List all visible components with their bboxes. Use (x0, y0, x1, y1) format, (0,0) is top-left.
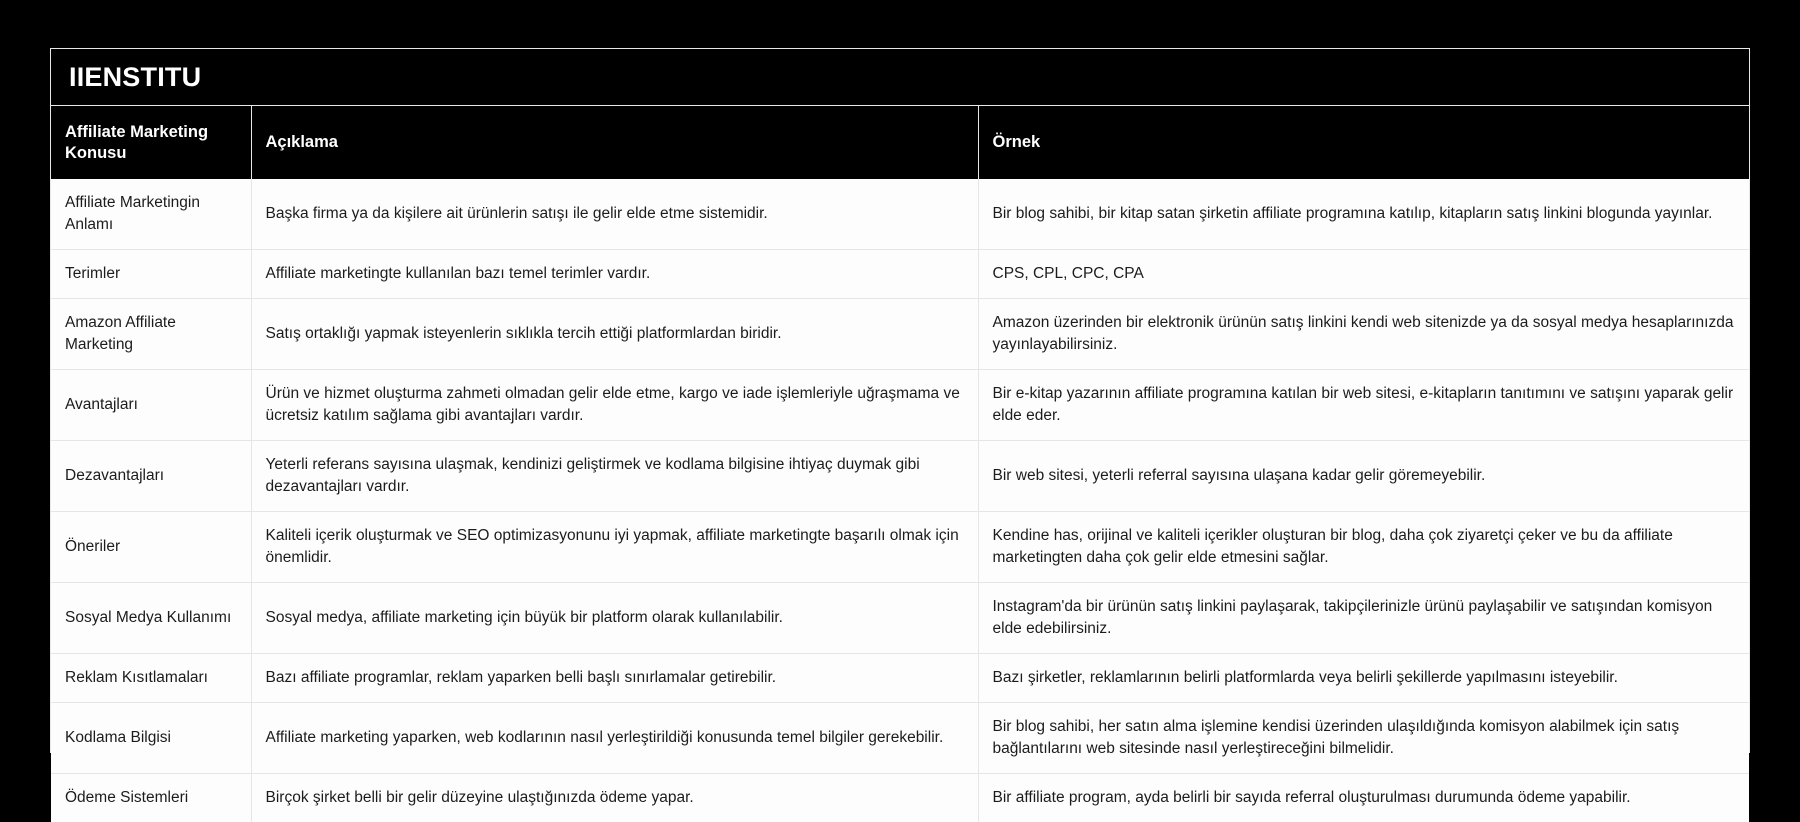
cell-description: Yeterli referans sayısına ulaşmak, kendinizi geliştirmek ve kodlama bilgisine ihtiyaç duymak gibi dezavantajları vardır. (251, 441, 978, 512)
table-row (51, 370, 1749, 441)
table-row (51, 703, 1749, 774)
table-row (51, 179, 1749, 250)
cell-example: Bir e-kitap yazarının affiliate programına katılan bir web sitesi, e-kitapların tanıtımını ve satışını yaparak gelir elde eder. (978, 370, 1749, 441)
cell-example: Bir blog sahibi, her satın alma işlemine kendisi üzerinden ulaşıldığında komisyon alabilmek için satış bağlantılarını web sitesinde nasıl yerleştireceğini bilmelidir. (978, 703, 1749, 774)
cell-description: Bazı affiliate programlar, reklam yaparken belli başlı sınırlamalar getirebilir. (251, 654, 978, 703)
cell-topic: Avantajları (51, 370, 251, 441)
column-header-topic: Affiliate Marketing Konusu (51, 106, 251, 179)
column-header-example: Örnek (978, 106, 1749, 179)
cell-description: Affiliate marketing yaparken, web kodlarının nasıl yerleştirildiği konusunda temel bilgiler gerekebilir. (251, 703, 978, 774)
table-body (51, 179, 1749, 822)
cell-topic: Sosyal Medya Kullanımı (51, 583, 251, 654)
cell-topic: Öneriler (51, 512, 251, 583)
cell-topic: Affiliate Marketingin Anlamı (51, 179, 251, 250)
table-row (51, 250, 1749, 299)
table-row (51, 654, 1749, 703)
column-header-description: Açıklama (251, 106, 978, 179)
cell-example: CPS, CPL, CPC, CPA (978, 250, 1749, 299)
table-row (51, 441, 1749, 512)
affiliate-marketing-table-card (50, 48, 1750, 807)
cell-topic: Reklam Kısıtlamaları (51, 654, 251, 703)
cell-description: Sosyal medya, affiliate marketing için büyük bir platform olarak kullanılabilir. (251, 583, 978, 654)
affiliate-marketing-table (51, 106, 1749, 822)
brand-bar (51, 49, 1749, 106)
table-row (51, 299, 1749, 370)
table-row (51, 583, 1749, 654)
cell-description: Kaliteli içerik oluşturmak ve SEO optimizasyonunu iyi yapmak, affiliate marketingte başarılı olmak için önemlidir. (251, 512, 978, 583)
cell-example: Amazon üzerinden bir elektronik ürünün satış linkini kendi web sitenizde ya da sosyal medya hesaplarınızda yayınlayabilirsiniz. (978, 299, 1749, 370)
cell-topic: Kodlama Bilgisi (51, 703, 251, 774)
iienstitu-logo: IIENSTITU (69, 61, 202, 92)
cell-topic: Dezavantajları (51, 441, 251, 512)
cell-topic: Amazon Affiliate Marketing (51, 299, 251, 370)
cell-example: Instagram'da bir ürünün satış linkini paylaşarak, takipçilerinizle ürünü paylaşabilir ve satışından komisyon elde edebilirsiniz. (978, 583, 1749, 654)
table-header-row (51, 106, 1749, 179)
cell-example: Kendine has, orijinal ve kaliteli içerikler oluşturan bir blog, daha çok ziyaretçi çeker ve bu da affiliate marketingten daha çok gelir elde etmesini sağlar. (978, 512, 1749, 583)
cell-example: Bir blog sahibi, bir kitap satan şirketin affiliate programına katılıp, kitapların satış linkini blogunda yayınlar. (978, 179, 1749, 250)
cell-example: Bir web sitesi, yeterli referral sayısına ulaşana kadar gelir göremeyebilir. (978, 441, 1749, 512)
cell-description: Affiliate marketingte kullanılan bazı temel terimler vardır. (251, 250, 978, 299)
cell-example: Bazı şirketler, reklamlarının belirli platformlarda veya belirli şekillerde yapılmasını isteyebilir. (978, 654, 1749, 703)
table-head (51, 106, 1749, 179)
cell-description: Satış ortaklığı yapmak isteyenlerin sıklıkla tercih ettiği platformlardan biridir. (251, 299, 978, 370)
cell-topic: Terimler (51, 250, 251, 299)
table-row (51, 512, 1749, 583)
cell-topic: Ödeme Sistemleri (51, 774, 251, 822)
cell-description: Birçok şirket belli bir gelir düzeyine ulaştığınızda ödeme yapar. (251, 774, 978, 822)
table-row (51, 774, 1749, 822)
cell-description: Ürün ve hizmet oluşturma zahmeti olmadan gelir elde etme, kargo ve iade işlemleriyle uğraşmama ve ücretsiz katılım sağlama gibi avantajları vardır. (251, 370, 978, 441)
cell-example: Bir affiliate program, ayda belirli bir sayıda referral oluşturulması durumunda ödeme yapabilir. (978, 774, 1749, 822)
cell-description: Başka firma ya da kişilere ait ürünlerin satışı ile gelir elde etme sistemidir. (251, 179, 978, 250)
